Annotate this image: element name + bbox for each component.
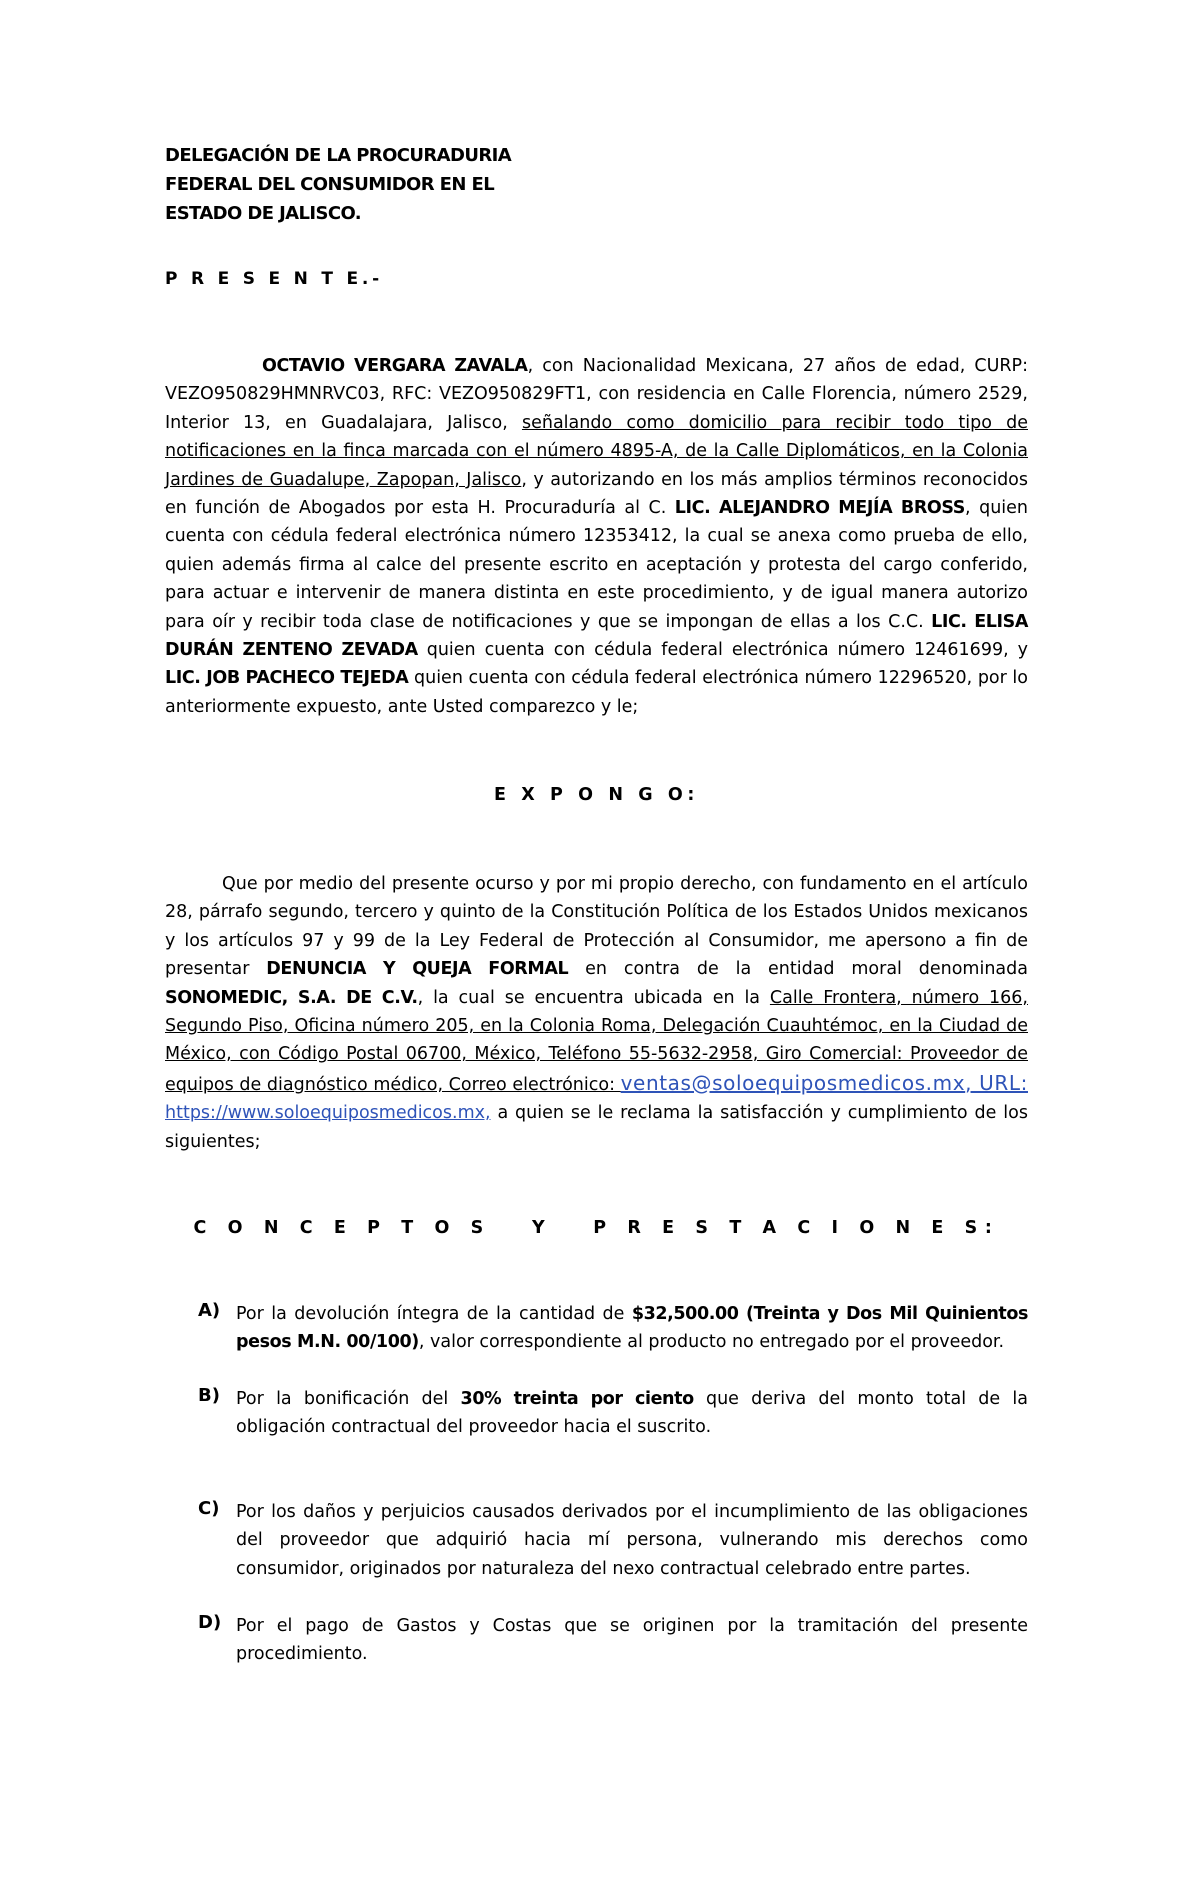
notification-address: señalando como domicilio para recibir todo tipo de notificaciones en la finca marcada con el número 4895-A, de la Calle Diplomáticos, en la Colonia Jardines de Guadalupe, Zapopan, Jalisco xyxy=(165,412,1028,490)
website-link[interactable]: https://www.soloequiposmedicos.mx, xyxy=(165,1103,491,1124)
complainant-name: OCTAVIO VERGARA ZAVALA xyxy=(262,356,528,376)
presente-heading: P R E S E N T E.- xyxy=(165,269,383,289)
conceptos-heading: C O N C E P T O S Y P R E S T A C I O N E S: xyxy=(193,1218,1000,1238)
item-text: Por el pago de Gastos y Costas que se originen por la tramitación del presente procedimiento. xyxy=(236,1616,1028,1665)
addressee-line-3: ESTADO DE JALISCO. xyxy=(165,203,361,224)
company-name: SONOMEDIC, S.A. DE C.V. xyxy=(165,987,418,1008)
addressee-line-2: FEDERAL DEL CONSUMIDOR EN EL xyxy=(165,174,495,195)
url-label: , URL: xyxy=(965,1070,1028,1095)
complaint-type: DENUNCIA Y QUEJA FORMAL xyxy=(266,959,569,980)
intro-paragraph: OCTAVIO VERGARA ZAVALA, con Nacionalidad Mexicana, 27 años de edad, CURP: VEZO950829HMNRVC03, RFC: VEZO950829FT1, con residencia en Calle Florencia, número 2529, Interior 13, en Guadalajara, Jalisco, señalando como domicilio para recibir todo tipo de notificaciones en la finca marcada con el número 4895-A, de la Calle Diplomáticos, en la Colonia Jardines de Guadalupe, Zapopan, Jalisco, y autorizando en los más amplios términos reconocidos en función de Abogados por esta H. Procuraduría al C. LIC. ALEJANDRO MEJÍA BROSS, quien cuenta con cédula federal electrónica número 12353412, la cual se anexa como prueba de ello, quien además firma al calce del presente escrito en aceptación y protesta del cargo conferido, para actuar e intervenir de manera distinta en este procedimiento, y de igual manera autorizo para oír y recibir toda clase de notificaciones y que se impongan de ellas a los C.C. LIC. ELISA DURÁN ZENTENO ZEVADA quien cuenta con cédula federal electrónica número 12461699, y LIC. JOB PACHECO TEJEDA quien cuenta con cédula federal electrónica número 12296520, por lo anteriormente expuesto, ante Usted comparezco y le; xyxy=(165,356,1029,717)
expongo-heading: E X P O N G O: xyxy=(494,785,699,805)
item-letter: A) xyxy=(198,1300,221,1321)
company-address: Calle Frontera, número 166, Segundo Piso, Oficina número 205, en la Colonia Roma, Delegación Cuauhtémoc, en la Ciudad de México, con Código Postal 06700, México, Teléfono 55-5632-2958, Giro Comercial: Proveedor de equipos de diagnóstico médico, Correo electrónico: xyxy=(165,987,1028,1095)
lawyer-name: LIC. ELISA DURÁN ZENTENO ZEVADA xyxy=(165,611,1028,661)
item-text: Por los daños y perjuicios causados derivados por el incumplimiento de las obligaciones del proveedor que adquirió hacia mí persona, vulnerando mis derechos como consumidor, originados por naturaleza del nexo contractual celebrado entre partes. xyxy=(236,1502,1028,1579)
item-letter: D) xyxy=(198,1612,222,1633)
lawyer-name: LIC. JOB PACHECO TEJEDA xyxy=(165,668,409,689)
lawyer-name: LIC. ALEJANDRO MEJÍA BROSS xyxy=(674,498,965,519)
addressee-block xyxy=(165,141,511,228)
email-link[interactable]: ventas@soloequiposmedicos.mx xyxy=(620,1070,966,1095)
item-letter: B) xyxy=(198,1385,220,1406)
item-letter: C) xyxy=(198,1498,220,1519)
addressee-line-1: DELEGACIÓN DE LA PROCURADURIA xyxy=(165,145,512,166)
item-text: Por la devolución íntegra de la cantidad de $32,500.00 (Treinta y Dos Mil Quinientos pesos M.N. 00/100), valor correspondiente al producto no entregado por el proveedor. xyxy=(236,1304,1028,1353)
item-text: Por la bonificación del 30% treinta por ciento que deriva del monto total de la obligación contractual del proveedor hacia el suscrito. xyxy=(236,1389,1029,1438)
expongo-paragraph: Que por medio del presente ocurso y por mi propio derecho, con fundamento en el artículo 28, párrafo segundo, tercero y quinto de la Constitución Política de los Estados Unidos mexicanos y los artículos 97 y 99 de la Ley Federal de Protección al Consumidor, me apersono a fin de presentar DENUNCIA Y QUEJA FORMAL en contra de la entidad moral denominada SONOMEDIC, S.A. DE C.V., la cual se encuentra ubicada en la Calle Frontera, número 166, Segundo Piso, Oficina número 205, en la Colonia Roma, Delegación Cuauhtémoc, en la Ciudad de México, con Código Postal 06700, México, Teléfono 55-5632-2958, Giro Comercial: Proveedor de equipos de diagnóstico médico, Correo electrónico: ventas@soloequiposmedicos.mx, URL: https://www.soloequiposmedicos.mx, a quien se le reclama la satisfacción y cumplimiento de los siguientes; xyxy=(165,874,1028,1152)
